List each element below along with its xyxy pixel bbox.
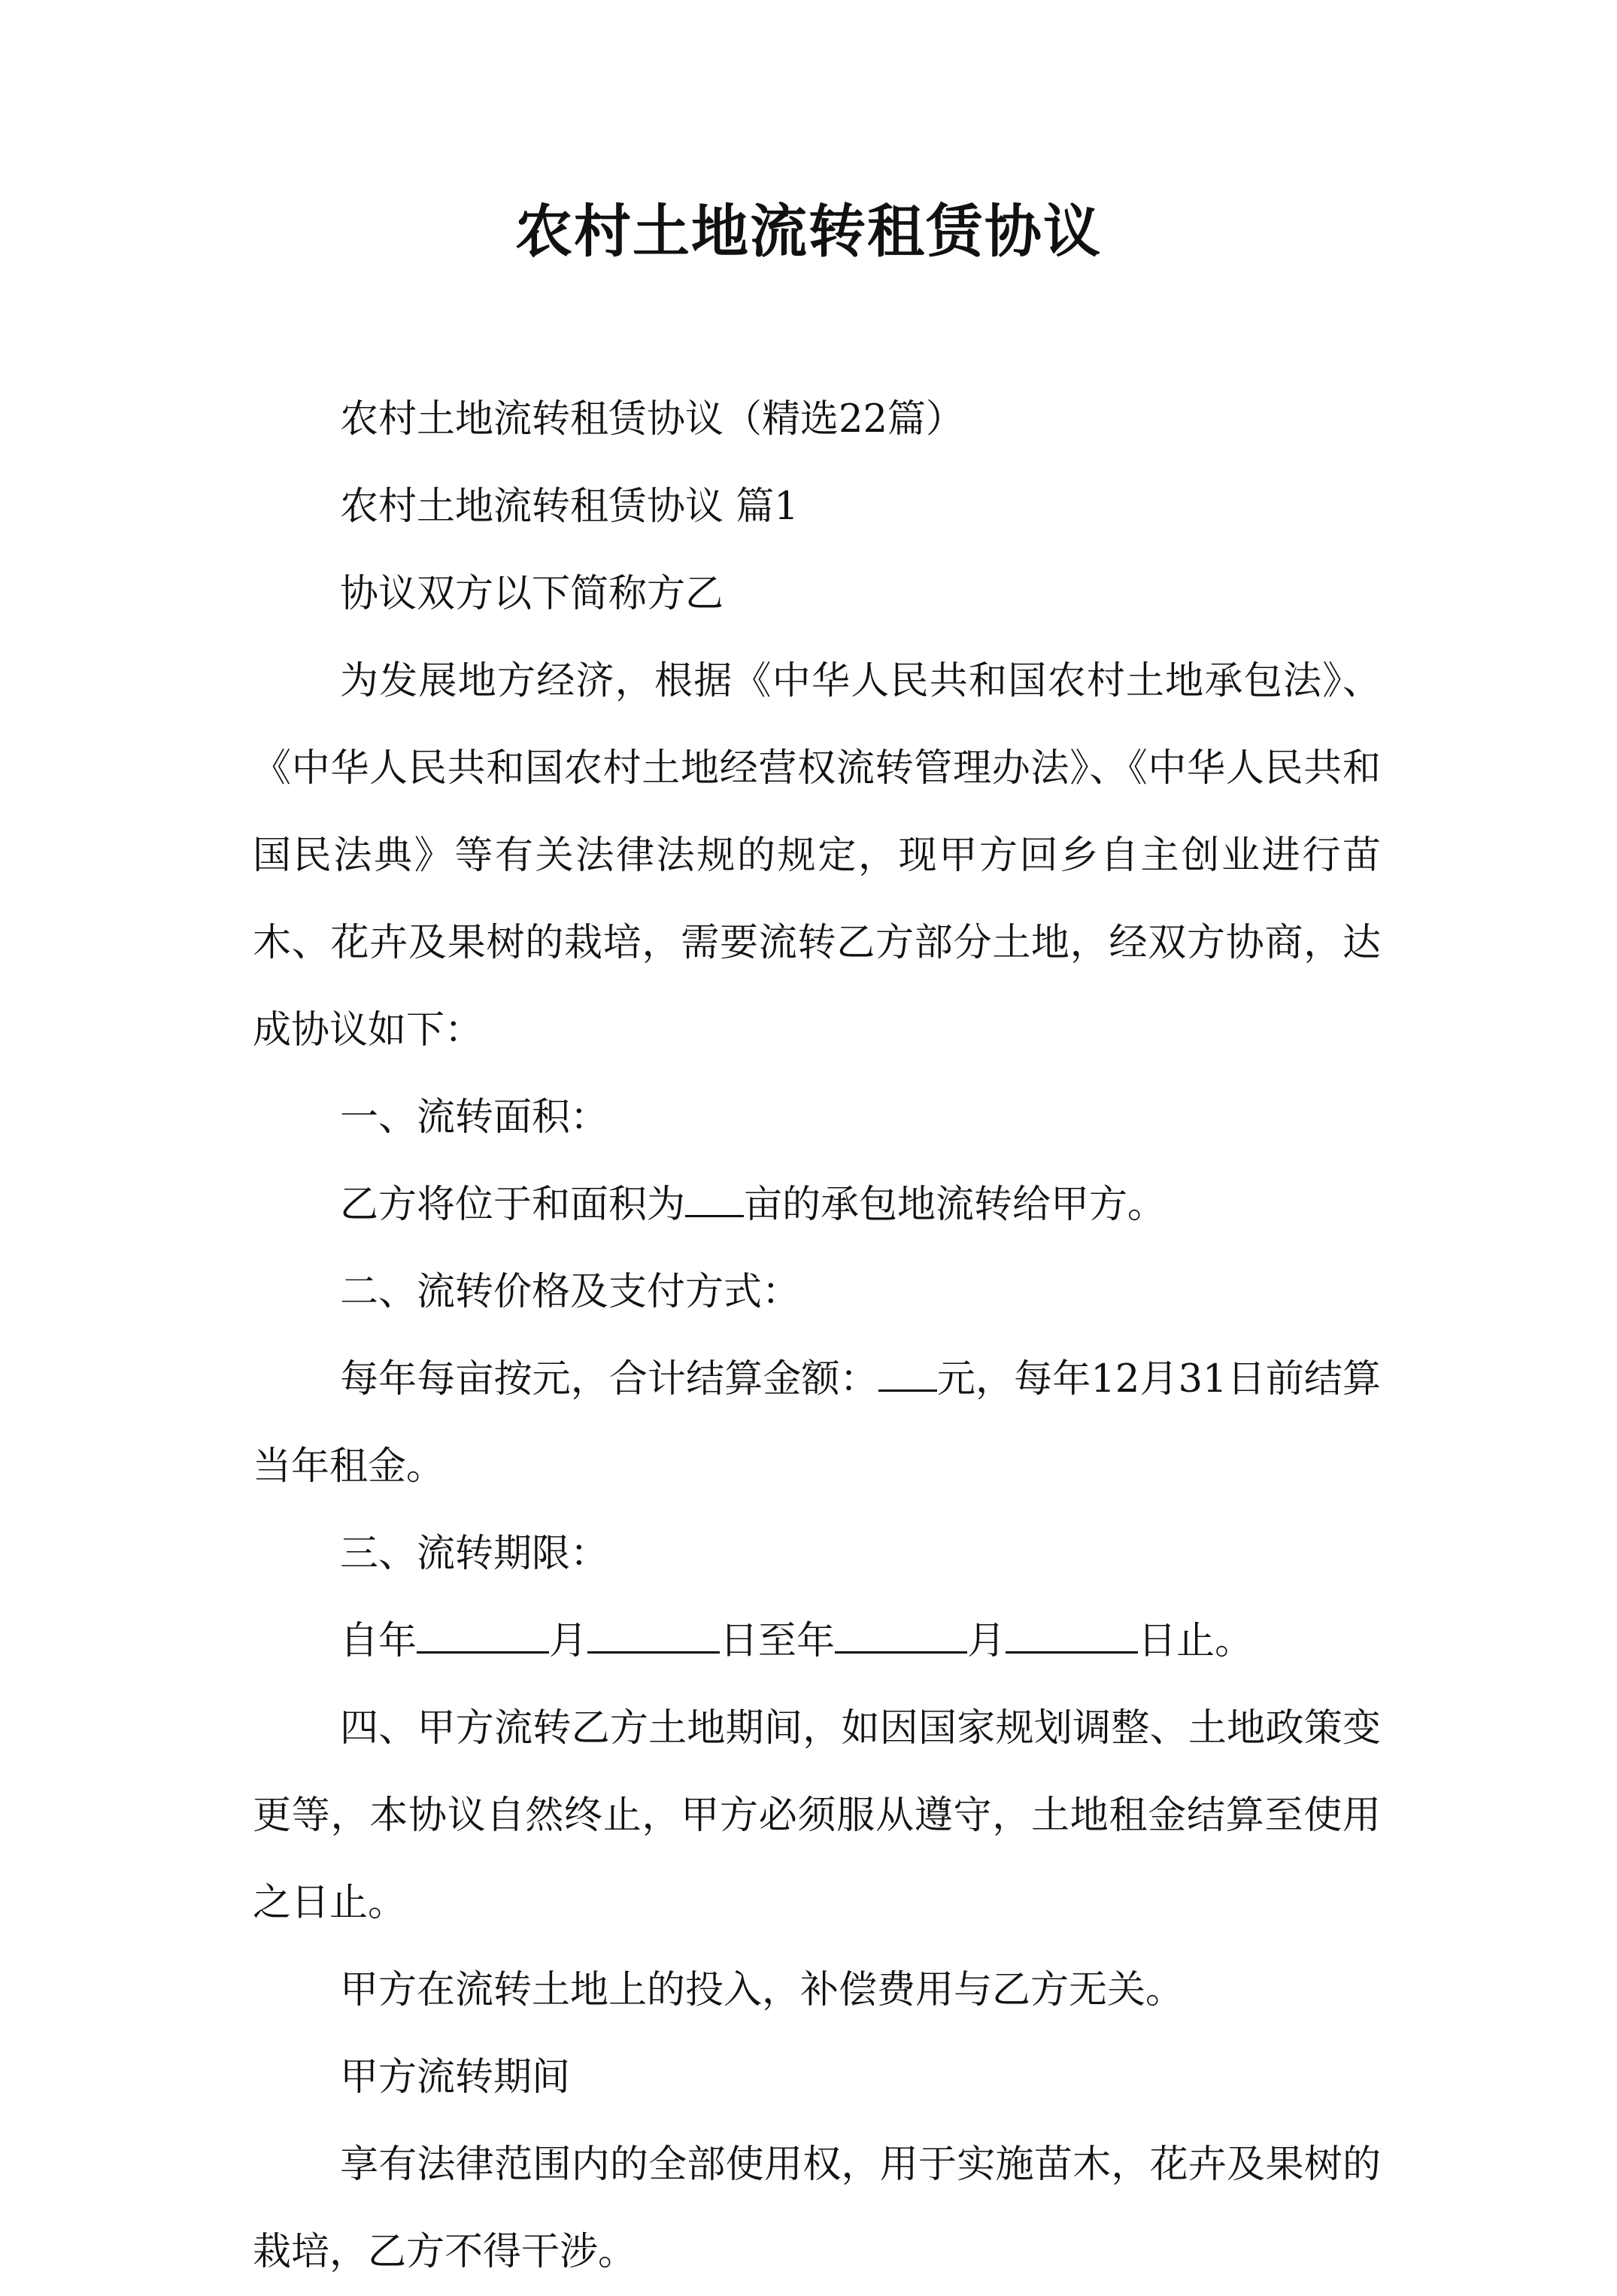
term-month-text: 月 <box>549 1619 588 1663</box>
preamble-paragraph: 为发展地方经济，根据《中华人民共和国农村土地承包法》、《中华人民共和国农村土地经营权流转管理办法》、《中华人民共和国民法典》等有关法律法规的规定，现甲方回乡自主创业进行苗木、花卉及果树的栽培，需要流转乙方部分土地，经双方协商，达成协议如下： <box>253 659 1381 1052</box>
document-body <box>253 376 1381 2296</box>
clause-4-paragraph: 四、甲方流转乙方土地期间，如因国家规划调整、土地政策变更等，本协议自然终止，甲方必须服从遵守，土地租金结算至使用之日止。 <box>253 1706 1381 1925</box>
amount-blank <box>878 1355 937 1392</box>
section-heading: 农村土地流转租赁协议 篇1 <box>340 484 799 529</box>
usage-rights-paragraph: 享有法律范围内的全部使用权，用于实施苗木，花卉及果树的栽培，乙方不得干涉。 <box>253 2143 1381 2274</box>
start-day-blank <box>587 1617 720 1654</box>
end-month-blank <box>835 1617 967 1654</box>
clause-3-paragraph <box>253 1598 1381 1685</box>
area-blank <box>685 1180 744 1217</box>
clause-2-text-before: 每年每亩按元，合计结算金额： <box>340 1357 878 1402</box>
clause-1-paragraph <box>253 1162 1381 1249</box>
clause-3-heading: 三、流转期限： <box>340 1532 609 1576</box>
clause-2-paragraph <box>253 1336 1381 1511</box>
term-end-year-text: 日至年 <box>720 1619 836 1663</box>
end-day-blank <box>1006 1617 1138 1654</box>
subtitle-paragraph: 农村土地流转租赁协议（精选22篇） <box>340 397 964 442</box>
clause-1-text-before: 乙方将位于和面积为 <box>340 1183 686 1227</box>
start-month-blank <box>417 1617 549 1654</box>
clause-1-text-after: 亩的承包地流转给甲方。 <box>744 1183 1166 1227</box>
document-title: 农村土地流转租赁协议 <box>515 198 1102 265</box>
clause-1-heading: 一、流转面积： <box>340 1095 609 1140</box>
term-start-year-text: 自年 <box>340 1619 417 1663</box>
parties-paragraph: 协议双方以下简称方乙 <box>340 572 724 616</box>
term-end-text: 日止。 <box>1138 1619 1254 1663</box>
period-heading: 甲方流转期间 <box>340 2055 571 2100</box>
clause-2-heading: 二、流转价格及支付方式： <box>340 1270 801 1314</box>
term-end-month-text: 月 <box>967 1619 1006 1663</box>
clause-2-text-after: 元，每年12月31日前结算当年租金。 <box>253 1357 1381 1489</box>
investment-paragraph: 甲方在流转土地上的投入，补偿费用与乙方无关。 <box>340 1968 1185 2012</box>
